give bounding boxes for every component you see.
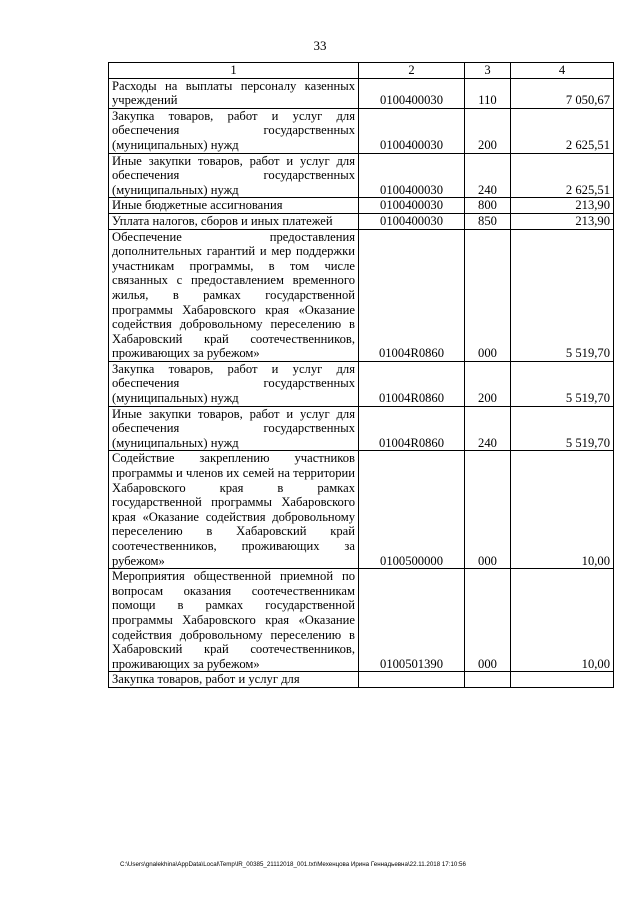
row-code: 01004R0860 [359,361,465,406]
row-description: Уплата налогов, сборов и иных платежей [109,213,359,229]
row-code: 0100400030 [359,198,465,214]
table-row [109,229,614,361]
row-description: Иные закупки товаров, работ и услуг для обеспечения государственных (муниципальных) нужд [109,406,359,451]
row-amount: 5 519,70 [511,406,614,451]
row-code: 01004R0860 [359,229,465,361]
row-type: 000 [465,569,511,672]
row-amount: 2 625,51 [511,108,614,153]
row-type: 200 [465,108,511,153]
row-type: 200 [465,361,511,406]
table-row [109,108,614,153]
header-row [109,63,614,79]
row-type: 240 [465,406,511,451]
table-row [109,569,614,672]
column-header-2: 2 [359,63,465,79]
column-header-3: 3 [465,63,511,79]
row-type: 800 [465,198,511,214]
row-type: 000 [465,229,511,361]
row-amount: 5 519,70 [511,229,614,361]
row-description: Расходы на выплаты персоналу казенных учреждений [109,78,359,108]
row-description: Закупка товаров, работ и услуг для обеспечения государственных (муниципальных) нужд [109,108,359,153]
row-type: 850 [465,213,511,229]
row-type [465,672,511,688]
row-code: 0100501390 [359,569,465,672]
table-row [109,672,614,688]
table-row [109,78,614,108]
row-code: 0100400030 [359,108,465,153]
table-row [109,213,614,229]
row-amount: 10,00 [511,451,614,569]
row-type: 240 [465,153,511,198]
column-header-1: 1 [109,63,359,79]
column-header-4: 4 [511,63,614,79]
row-amount: 10,00 [511,569,614,672]
row-code: 0100500000 [359,451,465,569]
row-amount: 213,90 [511,213,614,229]
row-amount: 7 050,67 [511,78,614,108]
page-number: 33 [313,38,327,53]
row-code: 0100400030 [359,78,465,108]
budget-table [108,62,614,688]
row-type: 110 [465,78,511,108]
row-description: Закупка товаров, работ и услуг для [109,672,359,688]
row-description: Иные закупки товаров, работ и услуг для обеспечения государственных (муниципальных) нужд [109,153,359,198]
row-amount: 213,90 [511,198,614,214]
row-code: 01004R0860 [359,406,465,451]
row-description: Закупка товаров, работ и услуг для обеспечения государственных (муниципальных) нужд [109,361,359,406]
table-row [109,451,614,569]
row-code: 0100400030 [359,153,465,198]
row-type: 000 [465,451,511,569]
row-code: 0100400030 [359,213,465,229]
table-row [109,198,614,214]
row-description: Мероприятия общественной приемной по вопросам оказания соотечественникам помощи в рамках государственной программы Хабаровского края «Оказание содействия добровольному переселению в Хабаровский край соотечественников, проживающих за рубежом» [109,569,359,672]
row-code [359,672,465,688]
table-row [109,153,614,198]
row-amount [511,672,614,688]
row-description: Иные бюджетные ассигнования [109,198,359,214]
file-path-footer: C:\Users\gnalekhina\AppData\Local\Temp\IR_00385_21112018_001.txt\Мехенцова Ирина Геннадьевна\22.11.2018 17:10:56 [120,861,466,868]
row-description: Обеспечение предоставления дополнительных гарантий и мер поддержки участникам программы, в том числе связанных с предоставлением временного жилья, в рамках государственной программы Хабаровского края «Оказание содействия добровольному переселению в Хабаровский край соотечественников, проживающих за рубежом» [109,229,359,361]
row-description: Содействие закреплению участников программы и членов их семей на территории Хабаровского края в рамках государственной программы Хабаровского края «Оказание содействия добровольному переселению в Хабаровский край соотечественников, проживающих за рубежом» [109,451,359,569]
table-row [109,361,614,406]
row-amount: 2 625,51 [511,153,614,198]
table-row [109,406,614,451]
row-amount: 5 519,70 [511,361,614,406]
